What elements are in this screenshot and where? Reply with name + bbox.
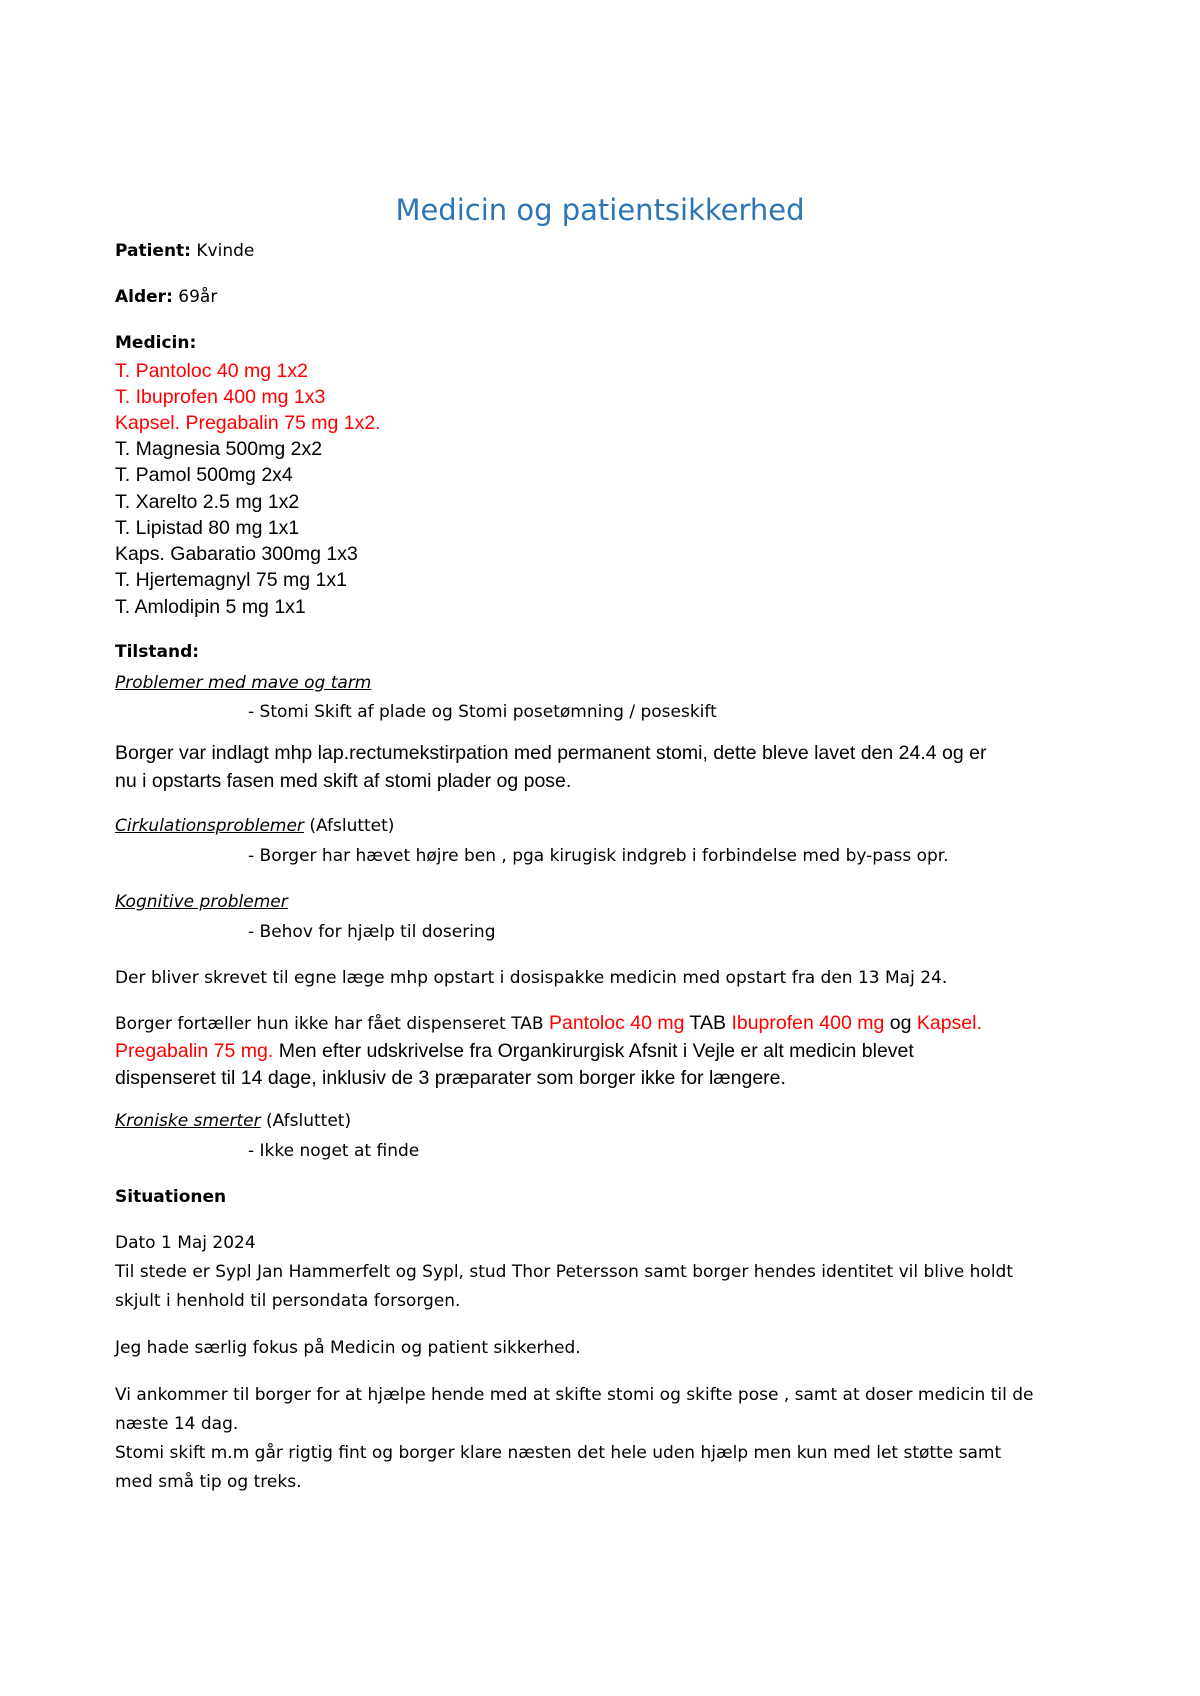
kognitive-text-1: Der bliver skrevet til egne læge mhp opstart i dosispakke medicin med opstart fra den 13 Maj 24. — [115, 968, 948, 988]
document-title: Medicin og patientsikkerhed — [395, 193, 805, 227]
medicin-item: T. Amlodipin 5 mg 1x1 — [115, 596, 306, 618]
medicin-item: T. Lipistad 80 mg 1x1 — [115, 517, 300, 539]
alder-label: Alder: — [115, 287, 173, 307]
situationen-p3-line4: med små tip og treks. — [115, 1472, 302, 1492]
problem-text-mave-2: nu i opstarts fasen med skift af stomi plader og pose. — [115, 770, 572, 792]
situationen-p1-line2: skjult i henhold til persondata forsorgen. — [115, 1291, 461, 1311]
patient-line — [115, 241, 254, 261]
problem-heading-cirkulation-line — [115, 816, 394, 836]
kognitive-text-2-f: Kapsel. — [916, 1012, 982, 1034]
problem-text-mave-1: Borger var indlagt mhp lap.rectumekstirpation med permanent stomi, dette bleve lavet den 24.4 og er — [115, 742, 987, 764]
medicin-item: Kapsel. Pregabalin 75 mg 1x2. — [115, 412, 381, 434]
situationen-p3-line2: næste 14 dag. — [115, 1414, 239, 1434]
kognitive-text-2-c: TAB — [684, 1012, 732, 1034]
medicin-item: T. Hjertemagnyl 75 mg 1x1 — [115, 569, 347, 591]
situationen-p2: Jeg hade særlig fokus på Medicin og patient sikkerhed. — [115, 1338, 581, 1358]
problem-heading-kognitive: Kognitive problemer — [115, 892, 288, 912]
kognitive-text-2-line-1 — [115, 1012, 982, 1035]
situationen-p3-line1: Vi ankommer til borger for at hjælpe hende med at skifte stomi og skifte pose , samt at doser medicin til de — [115, 1385, 1034, 1405]
medicin-item: T. Pamol 500mg 2x4 — [115, 464, 293, 486]
patient-value: Kvinde — [196, 241, 255, 261]
tilstand-label: Tilstand: — [115, 642, 200, 662]
kognitive-text-2-e: og — [884, 1012, 917, 1034]
alder-value: 69år — [178, 287, 218, 307]
kognitive-text-2-a: Borger fortæller hun ikke har fået dispenseret TAB — [115, 1014, 549, 1034]
problem-status-cirkulation: (Afsluttet) — [309, 816, 395, 836]
situationen-label: Situationen — [115, 1187, 227, 1207]
problem-heading-cirkulation: Cirkulationsproblemer — [115, 816, 304, 836]
kognitive-text-2-d: Ibuprofen 400 mg — [731, 1012, 885, 1034]
kognitive-text-2-h: Men efter udskrivelse fra Organkirurgisk Afsnit i Vejle er alt medicin blevet — [273, 1040, 914, 1062]
medicin-item: T. Pantoloc 40 mg 1x2 — [115, 360, 308, 382]
problem-bullet-cirkulation: - Borger har hævet højre ben , pga kirugisk indgreb i forbindelse med by-pass opr. — [248, 846, 949, 866]
patient-label: Patient: — [115, 241, 191, 261]
problem-bullet-mave: - Stomi Skift af plade og Stomi posetømning / poseskift — [248, 702, 717, 722]
medicin-item: T. Xarelto 2.5 mg 1x2 — [115, 491, 300, 513]
kognitive-text-2-line-2 — [115, 1040, 914, 1063]
alder-line — [115, 287, 217, 307]
medicin-label: Medicin: — [115, 333, 197, 353]
problem-bullet-kroniske: - Ikke noget at finde — [248, 1141, 420, 1161]
problem-heading-mave: Problemer med mave og tarm — [115, 673, 372, 693]
situationen-dato: Dato 1 Maj 2024 — [115, 1233, 256, 1253]
problem-heading-kroniske-line — [115, 1111, 351, 1131]
problem-bullet-kognitive: - Behov for hjælp til dosering — [248, 922, 496, 942]
situationen-p3-line3: Stomi skift m.m går rigtig fint og borger klare næsten det hele uden hjælp men kun med let støtte samt — [115, 1443, 1002, 1463]
medicin-item: T. Ibuprofen 400 mg 1x3 — [115, 386, 326, 408]
kognitive-text-2-b: Pantoloc 40 mg — [548, 1012, 685, 1034]
kognitive-text-2-g: Pregabalin 75 mg. — [115, 1040, 274, 1062]
medicin-item: T. Magnesia 500mg 2x2 — [115, 438, 323, 460]
medicin-item: Kaps. Gabaratio 300mg 1x3 — [115, 543, 358, 565]
problem-status-kroniske: (Afsluttet) — [266, 1111, 352, 1131]
problem-heading-kroniske: Kroniske smerter — [115, 1111, 261, 1131]
situationen-p1-line1: Til stede er Sypl Jan Hammerfelt og Sypl, stud Thor Petersson samt borger hendes identitet vil blive holdt — [115, 1262, 1014, 1282]
kognitive-text-2-line-3: dispenseret til 14 dage, inklusiv de 3 præparater som borger ikke for længere. — [115, 1067, 786, 1089]
